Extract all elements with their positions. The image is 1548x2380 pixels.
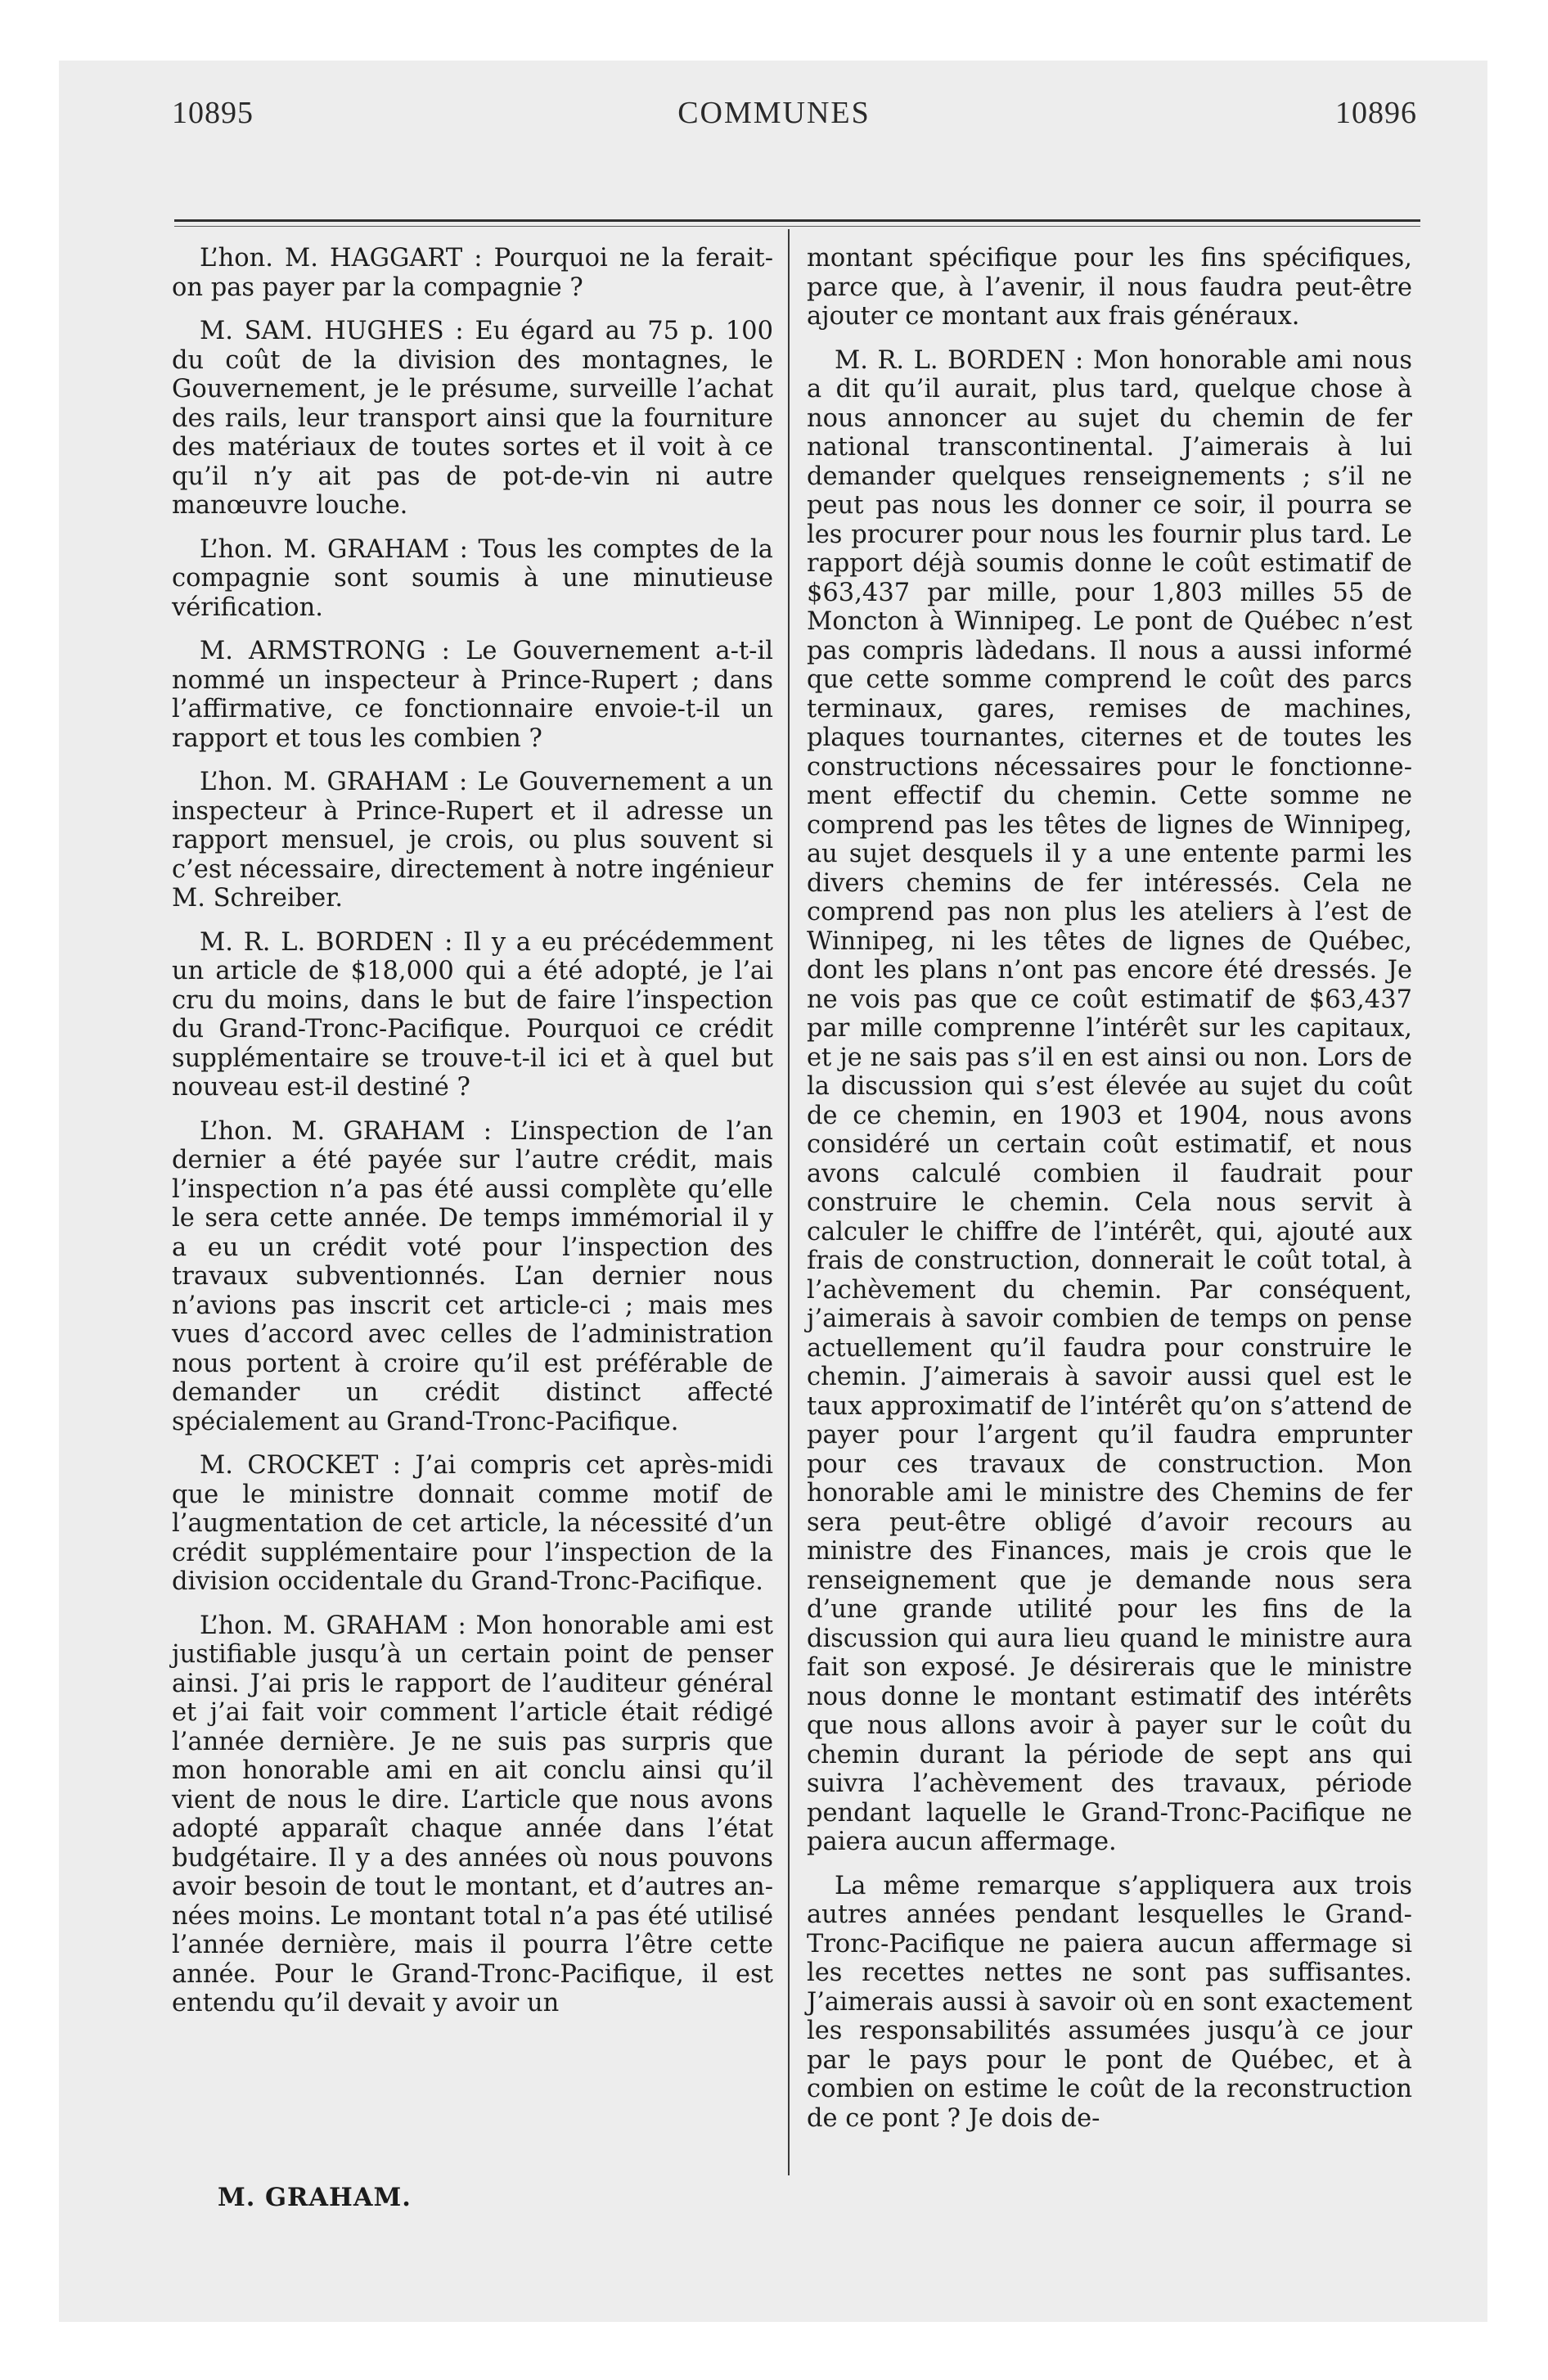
- right-column: [807, 244, 1412, 2148]
- speaker-signature: M. GRAHAM.: [218, 2183, 412, 2212]
- paragraph: M. R. L. BORDEN : Il y a eu précédemment un article de $18,000 qui a été adopté, je l’ai cru du moins, dans le but de faire l’inspection du Grand-Tronc-Pacifique. Pourquoi ce crédit supplémentaire se trouve-t-il ici et à quel but nouveau est-il destiné ?: [172, 927, 773, 1102]
- running-title: COMMUNES: [677, 96, 871, 130]
- paragraph: M. ARMSTRONG : Le Gouvernement a-t-il nommé un inspecteur à Prince-Rupert ; dans l’affirmative, ce fonctionnaire envoie-t-il un rapport et tous les combien ?: [172, 637, 773, 753]
- header-rule-thick: [174, 219, 1420, 222]
- paragraph: L’hon. M. GRAHAM : Mon honorable ami est justifiable jusqu’à un certain point de penser ainsi. J’ai pris le rapport de l’auditeur général et j’ai fait voir comment l’article était rédigé l’année dernière. Je ne suis pas surpris que mon honorable ami en ait conclu ainsi qu’il vient de nous le dire. L’article que nous avons adopté apparaît chaque année dans l’état budgétaire. Il y a des années où nous pouvons avoir besoin de tout le montant, et d’autres années moins. Le montant total n’a pas été utilisé l’année dernière, mais il pourra l’être cette année. Pour le Grand-Tronc-Pacifique, il est entendu qu’il devait y avoir un: [172, 1611, 773, 2017]
- header-rule-thin: [174, 226, 1420, 227]
- paragraph: M. R. L. BORDEN : Mon honorable ami nous a dit qu’il aurait, plus tard, quelque chose à nous annoncer au sujet du chemin de fer national transcontinental. J’aimerais à lui demander quelques renseignements ; s’il ne peut pas nous les donner ce soir, il pourra se les procurer pour nous les fournir plus tard. Le rapport déjà soumis donne le coût estimatif de $63,437 par mille, pour 1,803 milles 55 de Moncton à Winnipeg. Le pont de Québec n’est pas compris làdedans. Il nous a aussi informé que cette somme comprend le coût des parcs terminaux, gares, remises de machines, plaques tournantes, citernes et de toutes les constructions nécessaires pour le fonctionnement effectif du chemin. Cette somme ne comprend pas les têtes de lignes de Winnipeg, au sujet desquels il y a une entente parmi les divers chemins de fer intéressés. Cela ne comprend pas non plus les ateliers à l’est de Winnipeg, ni les têtes de lignes de Québec, dont les plans n’ont pas encore été dressés. Je ne vois pas que ce coût estimatif de $63,437 par mille comprenne l’intérêt sur les capitaux, et je ne sais pas s’il en est ainsi ou non. Lors de la discussion qui s’est élevée au sujet du coût de ce chemin, en 1903 et 1904, nous avons considéré un certain coût estimatif, et nous avons calculé combien il faudrait pour construire le chemin. Cela nous servit à calculer le chiffre de l’intérêt, qui, ajouté aux frais de construction, donnerait le coût total, à l’achèvement du chemin. Par conséquent, j’aimerais à savoir combien de temps on pense actuellement qu’il faudra pour construire le chemin. J’aimerais à savoir aussi quel est le taux approximatif de l’intérêt qu’on s’attend de payer pour l’argent qu’il faudra emprunter pour ces travaux de construction. Mon honorable ami le ministre des Chemins de fer sera peut-être obligé d’avoir recours au ministre des Finances, mais je crois que le renseignement que je demande nous sera d’une grande utilité pour les fins de la discussion qui aura lieu quand le ministre aura fait son exposé. Je désirerais que le ministre nous donne le montant estimatif des intérêts que nous allons avoir à payer sur le coût du chemin durant la période de sept ans qui suivra l’achèvement des travaux, période pendant laquelle le Grand-Tronc-Pacifique ne paiera aucun affermage.: [807, 345, 1412, 1856]
- paragraph: La même remarque s’appliquera aux trois autres années pendant lesquelles le Grand-Tronc-Pacifique ne paiera aucun affermage si les recettes nettes ne sont pas suffisantes. J’aimerais aussi à savoir où en sont exactement les responsabilités assumées jusqu’à ce jour par le pays pour le pont de Québec, et à combien on estime le coût de la reconstruction de ce pont ? Je dois de-: [807, 1871, 1412, 2133]
- page-number-left: 10895: [172, 96, 254, 130]
- paragraph: M. SAM. HUGHES : Eu égard au 75 p. 100 du coût de la division des montagnes, le Gouvernement, je le présume, surveille l’achat des rails, leur transport ainsi que la fourniture des matériaux de toutes sortes et il voit à ce qu’il n’y ait pas de pot-de-vin ni autre manœuvre louche.: [172, 317, 773, 520]
- paragraph: M. CROCKET : J’ai compris cet après-midi que le ministre donnait comme motif de l’augmentation de cet article, la nécessité d’un crédit supplémentaire pour l’inspection de la division occidentale du Grand-Tronc-Pacifique.: [172, 1451, 773, 1596]
- paragraph: L’hon. M. HAGGART : Pourquoi ne la ferait-on pas payer par la compagnie ?: [172, 244, 773, 302]
- column-divider: [788, 229, 790, 2175]
- left-column: [172, 244, 773, 2033]
- paragraph: L’hon. M. GRAHAM : L’inspection de l’an dernier a été payée sur l’autre crédit, mais l’inspection n’a pas été aussi complète qu’elle le sera cette année. De temps immémorial il y a eu un crédit voté pour l’inspection des travaux subventionnés. L’an dernier nous n’avions pas inscrit cet article-ci ; mais mes vues d’accord avec celles de l’administration nous portent à croire qu’il est préférable de demander un crédit distinct affecté spécialement au Grand-Tronc-Pacifique.: [172, 1116, 773, 1436]
- paragraph: L’hon. M. GRAHAM : Le Gouvernement a un inspecteur à Prince-Rupert et il adresse un rapport mensuel, je crois, ou plus souvent si c’est nécessaire, directement à notre ingénieur M. Schreiber.: [172, 768, 773, 913]
- page-number-right: 10896: [1335, 96, 1417, 130]
- paragraph: L’hon. M. GRAHAM : Tous les comptes de la compagnie sont soumis à une minutieuse vérification.: [172, 534, 773, 622]
- paragraph-continued: montant spécifique pour les fins spécifiques, parce que, à l’avenir, il nous faudra peut-être ajouter ce montant aux frais généraux.: [807, 244, 1412, 331]
